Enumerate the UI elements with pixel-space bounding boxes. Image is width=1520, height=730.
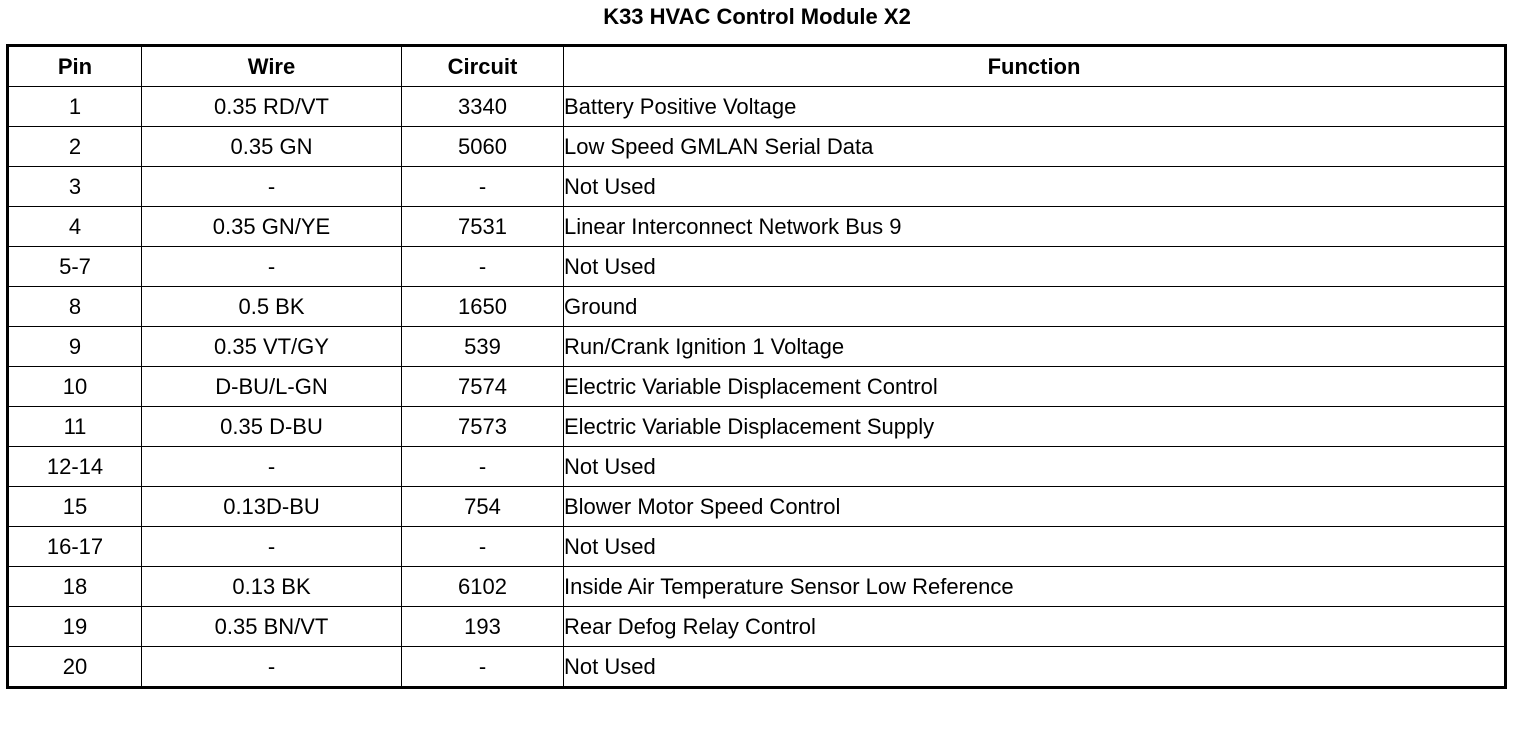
- wire-cell: -: [142, 167, 402, 207]
- function-cell: Run/Crank Ignition 1 Voltage: [564, 327, 1506, 367]
- function-cell: Not Used: [564, 527, 1506, 567]
- function-cell: Low Speed GMLAN Serial Data: [564, 127, 1506, 167]
- pin-cell: 8: [8, 287, 142, 327]
- circuit-cell: 3340: [402, 87, 564, 127]
- wire-cell: -: [142, 647, 402, 688]
- function-cell: Inside Air Temperature Sensor Low Reference: [564, 567, 1506, 607]
- table-row: [8, 487, 1506, 527]
- wire-cell: -: [142, 527, 402, 567]
- pin-cell: 12-14: [8, 447, 142, 487]
- table-row: [8, 247, 1506, 287]
- header-row: [8, 46, 1506, 87]
- pin-cell: 5-7: [8, 247, 142, 287]
- pin-cell: 19: [8, 607, 142, 647]
- wire-cell: 0.13 BK: [142, 567, 402, 607]
- function-cell: Electric Variable Displacement Control: [564, 367, 1506, 407]
- function-cell: Not Used: [564, 647, 1506, 688]
- circuit-cell: 7573: [402, 407, 564, 447]
- pin-cell: 11: [8, 407, 142, 447]
- table-row: [8, 87, 1506, 127]
- table-row: [8, 647, 1506, 688]
- table-row: [8, 167, 1506, 207]
- circuit-cell: 754: [402, 487, 564, 527]
- table-row: [8, 287, 1506, 327]
- circuit-cell: 5060: [402, 127, 564, 167]
- table-row: [8, 407, 1506, 447]
- function-cell: Rear Defog Relay Control: [564, 607, 1506, 647]
- wire-cell: 0.35 GN/YE: [142, 207, 402, 247]
- wire-cell: 0.35 GN: [142, 127, 402, 167]
- wire-cell: -: [142, 447, 402, 487]
- circuit-cell: 1650: [402, 287, 564, 327]
- table-row: [8, 127, 1506, 167]
- wire-cell: 0.35 VT/GY: [142, 327, 402, 367]
- circuit-cell: -: [402, 167, 564, 207]
- wire-cell: 0.5 BK: [142, 287, 402, 327]
- table-row: [8, 607, 1506, 647]
- circuit-cell: 6102: [402, 567, 564, 607]
- pin-cell: 2: [8, 127, 142, 167]
- function-cell: Not Used: [564, 447, 1506, 487]
- table-row: [8, 447, 1506, 487]
- column-header-function: Function: [564, 46, 1506, 87]
- circuit-cell: -: [402, 447, 564, 487]
- table-header: [8, 46, 1506, 87]
- column-header-wire: Wire: [142, 46, 402, 87]
- wire-cell: 0.13D-BU: [142, 487, 402, 527]
- table-row: [8, 527, 1506, 567]
- pin-cell: 15: [8, 487, 142, 527]
- pin-cell: 16-17: [8, 527, 142, 567]
- column-header-pin: Pin: [8, 46, 142, 87]
- pin-cell: 3: [8, 167, 142, 207]
- function-cell: Battery Positive Voltage: [564, 87, 1506, 127]
- function-cell: Ground: [564, 287, 1506, 327]
- pin-cell: 4: [8, 207, 142, 247]
- pin-cell: 20: [8, 647, 142, 688]
- pin-cell: 1: [8, 87, 142, 127]
- circuit-cell: 7531: [402, 207, 564, 247]
- table-row: [8, 367, 1506, 407]
- pin-cell: 9: [8, 327, 142, 367]
- circuit-cell: 539: [402, 327, 564, 367]
- pin-cell: 10: [8, 367, 142, 407]
- function-cell: Blower Motor Speed Control: [564, 487, 1506, 527]
- circuit-cell: -: [402, 247, 564, 287]
- wire-cell: 0.35 D-BU: [142, 407, 402, 447]
- connector-pinout-table: [6, 44, 1507, 689]
- circuit-cell: 7574: [402, 367, 564, 407]
- function-cell: Linear Interconnect Network Bus 9: [564, 207, 1506, 247]
- function-cell: Not Used: [564, 247, 1506, 287]
- table-row: [8, 567, 1506, 607]
- page-title: K33 HVAC Control Module X2: [603, 4, 911, 29]
- pin-cell: 18: [8, 567, 142, 607]
- wire-cell: -: [142, 247, 402, 287]
- circuit-cell: 193: [402, 607, 564, 647]
- circuit-cell: -: [402, 647, 564, 688]
- wire-cell: 0.35 RD/VT: [142, 87, 402, 127]
- column-header-circuit: Circuit: [402, 46, 564, 87]
- wire-cell: 0.35 BN/VT: [142, 607, 402, 647]
- circuit-cell: -: [402, 527, 564, 567]
- wire-cell: D-BU/L-GN: [142, 367, 402, 407]
- function-cell: Not Used: [564, 167, 1506, 207]
- table-row: [8, 207, 1506, 247]
- table-body: [8, 87, 1506, 688]
- function-cell: Electric Variable Displacement Supply: [564, 407, 1506, 447]
- table-row: [8, 327, 1506, 367]
